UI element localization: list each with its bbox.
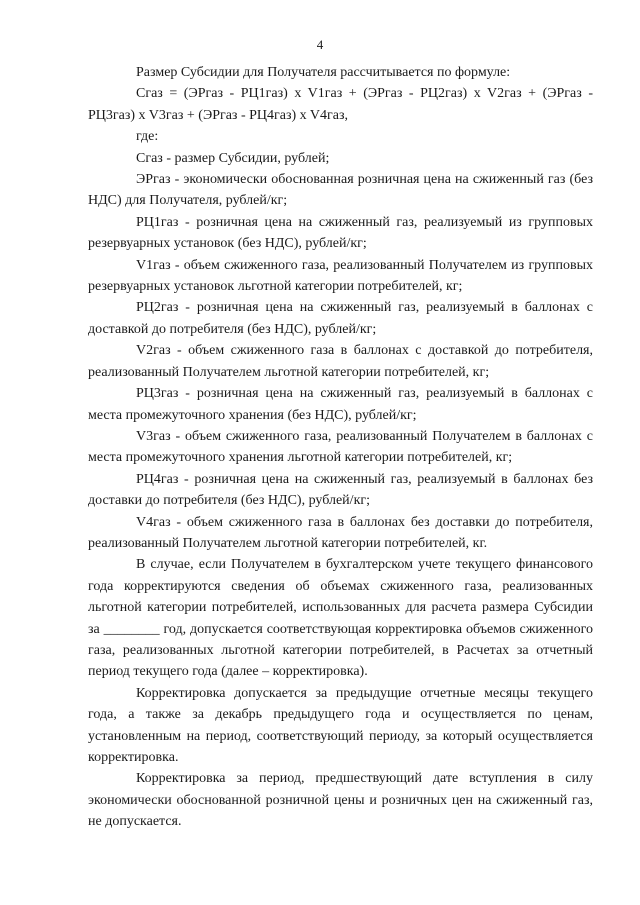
definition-ergaz: ЭРгаз - экономически обоснованная розничная цена на сжиженный газ (без НДС) для Получателя, рублей/кг; <box>88 172 593 209</box>
definition-v4gaz: V4газ - объем сжиженного газа в баллонах без доставки до потребителя, реализованный Получателем льготной категории потребителей, кг. <box>88 514 593 551</box>
formula-intro: Размер Субсидии для Получателя рассчитывается по формуле: <box>136 65 511 80</box>
definition-rc4gaz: РЦ4газ - розничная цена на сжиженный газ, реализуемый в баллонах без доставки до потребителя (без НДС), рублей/кг; <box>88 471 593 509</box>
definition-rc2gaz: РЦ2газ - розничная цена на сжиженный газ, реализуемый в баллонах с доставкой до потребителя (без НДС), рублей/кг; <box>88 300 593 337</box>
document-body <box>88 62 593 833</box>
definition-v1gaz: V1газ - объем сжиженного газа, реализованный Получателем из групповых резервуарных установок льготной категории потребителей, кг; <box>88 257 593 295</box>
correction-period-paragraph: Корректировка допускается за предыдущие отчетные месяцы текущего года, а также за декабрь предыдущего года и осуществляется по ценам, установленным на период, соответствующий периоду, за который осуществляется корректировка. <box>88 685 593 765</box>
definition-sgaz: Сгаз - размер Субсидии, рублей; <box>136 150 330 166</box>
correction-restriction-paragraph: Корректировка за период, предшествующий дате вступления в силу экономически обоснованной розничной цены и розничных цен на сжиженный газ, не допускается. <box>88 771 593 830</box>
definition-rc1gaz: РЦ1газ - розничная цена на сжиженный газ, реализуемый из групповых резервуарных установок (без НДС), рублей/кг; <box>88 214 593 252</box>
definition-rc3gaz: РЦ3газ - розничная цена на сжиженный газ, реализуемый в баллонах с места промежуточного хранения (без НДС), рублей/кг; <box>88 386 593 423</box>
page-number: 4 <box>316 37 324 52</box>
where-label: где: <box>136 129 159 145</box>
definition-v2gaz: V2газ - объем сжиженного газа в баллонах с доставкой до потребителя, реализованный Получателем льготной категории потребителей, кг; <box>88 343 593 380</box>
correction-paragraph: В случае, если Получателем в бухгалтерском учете текущего финансового года корректируются сведения об объемах сжиженного газа, реализованных льготной категории потребителей, использованных для расчета размера Субсидии за ________ год, допускается соответствующая корректировка объемов сжиженного газа, реализованных льготной категории потребителей, в Расчетах за отчетный период текущего года (далее – корректировка). <box>88 557 593 680</box>
definition-v3gaz: V3газ - объем сжиженного газа, реализованный Получателем в баллонах с места промежуточного хранения льготной категории потребителей, кг; <box>88 428 593 466</box>
formula: Сгаз = (ЭРгаз - РЦ1газ) x V1газ + (ЭРгаз - РЦ2газ) x V2газ + (ЭРгаз - РЦ3газ) x V3газ + (ЭРгаз - РЦ4газ) x V4газ, <box>88 86 593 123</box>
